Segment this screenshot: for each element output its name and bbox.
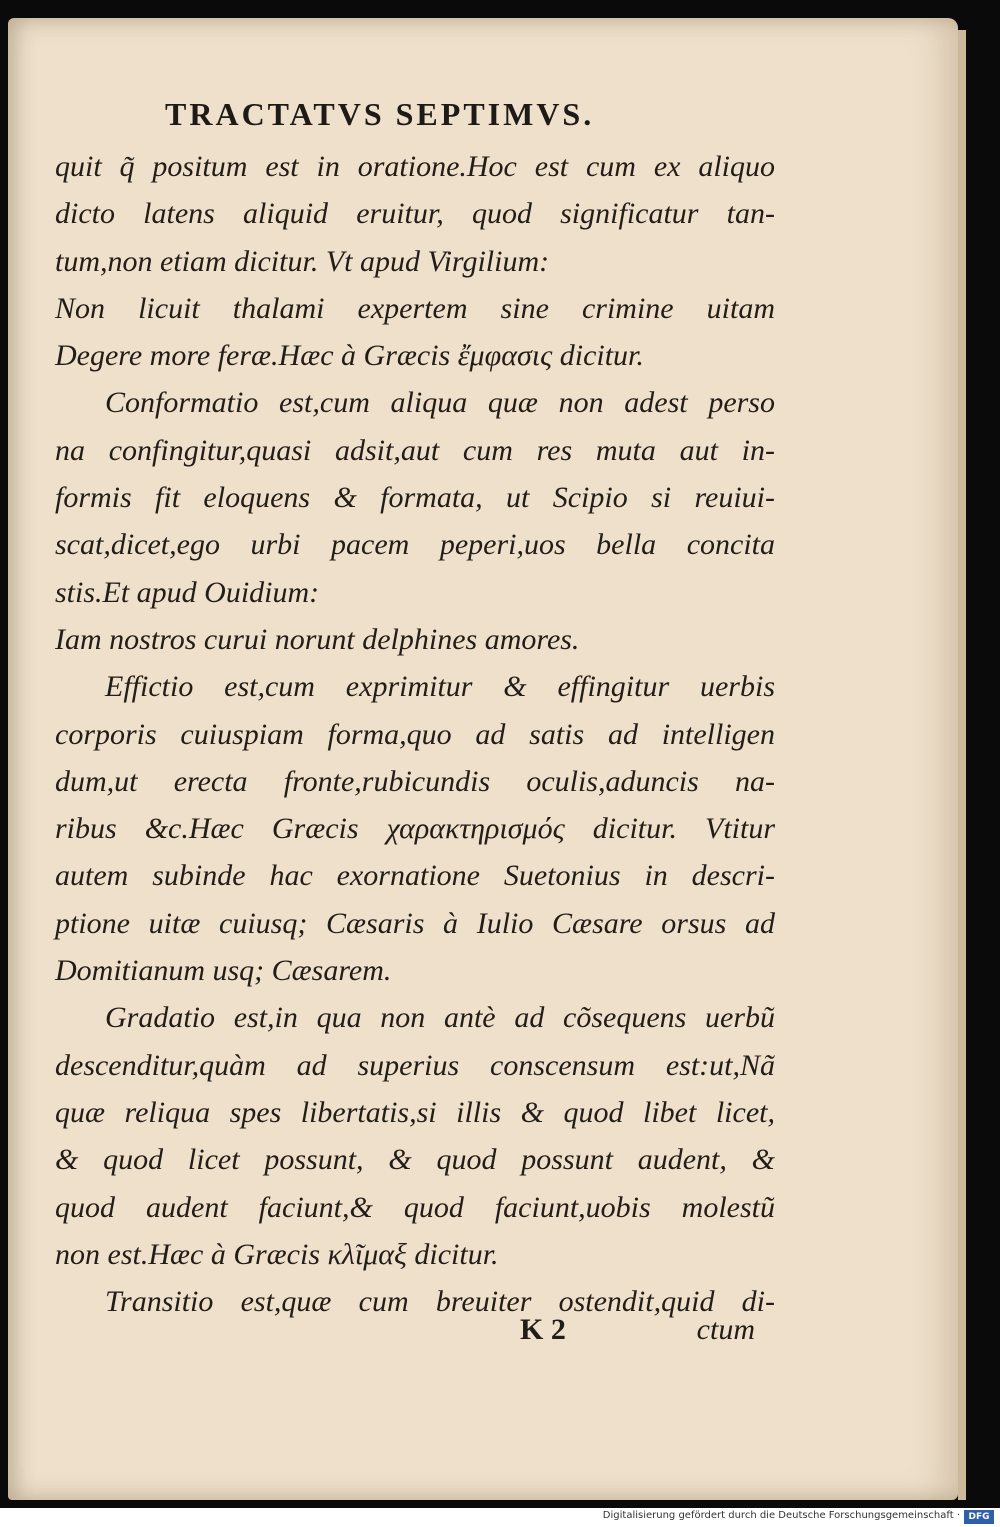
text-line: dum,ut erecta fronte,rubicundis oculis,aduncis na- xyxy=(55,764,775,798)
catchword: ctum xyxy=(696,1313,755,1346)
text-line: Non licuit thalami expertem sine crimine uitam xyxy=(55,291,775,325)
text-line: Conformatio est,cum aliqua quæ non adest perso xyxy=(105,386,775,420)
text-line: scat,dicet,ego urbi pacem peperi,uos bella concita xyxy=(55,528,775,562)
text-line: Gradatio est,in qua non antè ad cõsequens uerbũ xyxy=(105,1001,775,1035)
running-head: TRACTATVS SEPTIMVS. xyxy=(165,96,595,132)
text-line: Domitianum usq; Cæsarem. xyxy=(55,954,392,988)
text-line: Effictio est,cum exprimitur & effingitur uerbis xyxy=(105,670,775,704)
text-line: dicto latens aliquid eruitur, quod significatur tan- xyxy=(55,197,775,231)
digitization-credit: Digitalisierung gefördert durch die Deutsche Forschungsgemeinschaft · xyxy=(602,1510,960,1521)
text-line: quit q̃ positum est in oratione.Hoc est cum ex aliquo xyxy=(55,150,775,183)
text-line: formis fit eloquens & formata, ut Scipio si reuiui- xyxy=(55,481,775,515)
signature-mark: K 2 xyxy=(520,1313,566,1346)
text-line: Degere more feræ.Hæc à Græcis ἔμφασις dicitur. xyxy=(55,339,644,373)
page-edge xyxy=(958,30,966,1500)
text-line: autem subinde hac exornatione Suetonius in descri- xyxy=(55,859,775,893)
text-line: na confingitur,quasi adsit,aut cum res muta aut in- xyxy=(55,433,775,467)
text-line: descenditur,quàm ad superius conscensum est:ut,Nã xyxy=(55,1048,775,1082)
text-line: Transitio est,quæ cum breuiter ostendit,quid di- xyxy=(105,1285,775,1319)
text-block xyxy=(55,143,775,1325)
text-line: Iam nostros curui norunt delphines amores. xyxy=(55,622,580,656)
dfg-logo: DFG xyxy=(964,1510,994,1524)
text-line: quæ reliqua spes libertatis,si illis & quod libet licet, xyxy=(55,1095,775,1129)
text-line: & quod licet possunt, & quod possunt audent, & xyxy=(55,1143,775,1177)
text-line: corporis cuiuspiam forma,quo ad satis ad intelligen xyxy=(55,717,775,751)
text-line: quod audent faciunt,& quod faciunt,uobis molestũ xyxy=(55,1190,775,1224)
text-line: non est.Hæc à Græcis κλῖμαξ dicitur. xyxy=(55,1237,499,1271)
page-footer xyxy=(55,1313,755,1360)
text-line: ptione uitæ cuiusq; Cæsaris à Iulio Cæsare orsus ad xyxy=(55,906,775,940)
text-line: tum,non etiam dicitur. Vt apud Virgilium: xyxy=(55,244,550,278)
text-line: stis.Et apud Ouidium: xyxy=(55,575,320,609)
text-line: ribus &c.Hæc Græcis χαρακτηρισμός dicitur. Vtitur xyxy=(55,812,775,846)
